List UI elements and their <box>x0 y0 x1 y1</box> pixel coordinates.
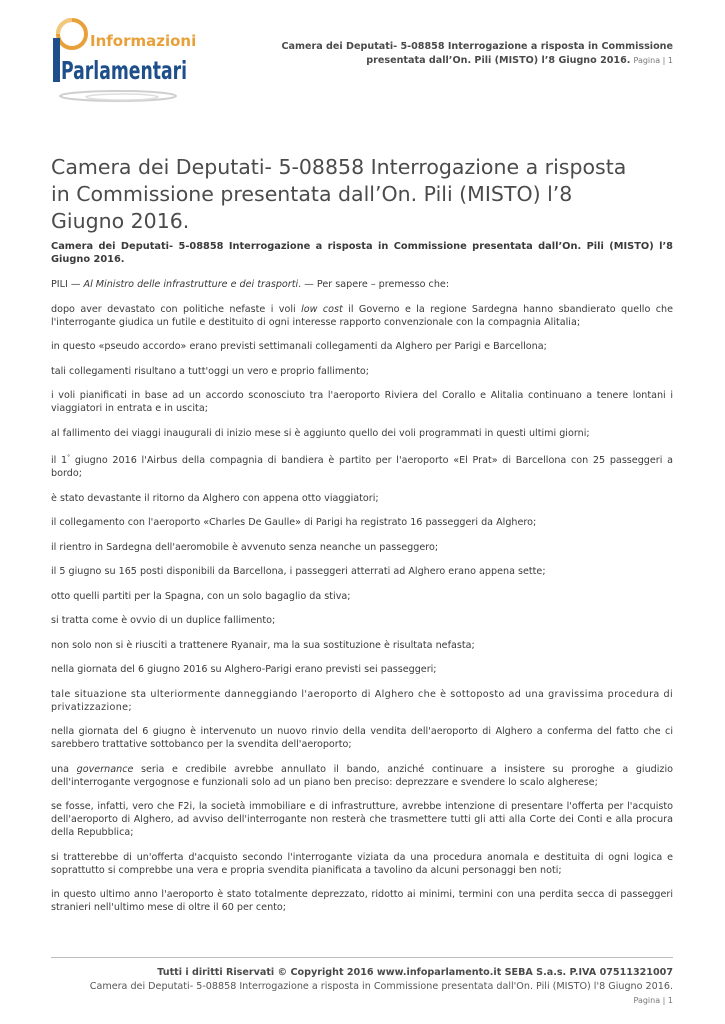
header-page-number: Pagina | 1 <box>633 56 673 65</box>
paragraph-8: il collegamento con l'aeroporto «Charles De Gaulle» di Parigi ha registrato 16 passeggeri da Alghero; <box>51 517 537 529</box>
document-title: Camera dei Deputati- 5-08858 Interrogazione a risposta in Commissione presentata dall’On. Pili (MISTO) l’8 Giugno 2016. <box>51 155 627 233</box>
paragraph-17 <box>51 763 673 789</box>
document-body <box>51 240 673 926</box>
paragraph-11: otto quelli partiti per la Spagna, con un solo bagaglio da stiva; <box>51 590 351 602</box>
p17-emphasis: governance <box>76 763 134 775</box>
logo-graphic <box>50 16 200 108</box>
paragraph-7: è stato devastante il ritorno da Alghero con appena otto viaggiatori; <box>51 492 379 504</box>
paragraph-20: in questo ultimo anno l'aeroporto è stato totalmente deprezzato, ridotto ai minimi, termini con una perdita secca di passeggeri stranieri nell'ultimo mese di oltre il 60 per cento; <box>51 889 673 914</box>
paragraph-12: si tratta come è ovvio di un duplice fallimento; <box>51 615 276 627</box>
p6-text-b: giugno 2016 l'Airbus della compagnia di bandiera è partito per l'aeroporto «El Prat» di Barcellona con 25 passeggeri a bordo; <box>51 455 673 480</box>
p1-emphasis: low cost <box>301 303 343 315</box>
addressee: Al Ministro delle infrastrutture e dei trasporti <box>83 279 299 290</box>
p6-text-a: il 1 <box>51 455 68 467</box>
paragraph-13: non solo non si è riusciti a trattenere Ryanair, ma la sua sostituzione è risultata nefasta; <box>51 639 475 651</box>
paragraph-2: in questo «pseudo accordo» erano previsti settimanali collegamenti da Alghero per Parigi e Barcellona; <box>51 341 547 352</box>
footer-doc-line <box>73 980 673 1008</box>
paragraph-16: nella giornata del 6 giugno è intervenuto un nuovo rinvio della vendita dell'aeroporto di Alghero a conferma del fatto che ci sarebbero trattative sottobanco per la svendita dell'aeroporto; <box>51 726 673 751</box>
intro-rest: — Per sapere – premesso che: <box>301 279 450 290</box>
footer-doc-title: Camera dei Deputati- 5-08858 Interrogazione a risposta in Commissione presentata dall'On. Pili (MISTO) l'8 Giugno 2016. <box>89 981 673 992</box>
paragraph-3: tali collegamenti risultano a tutt'oggi un vero e proprio fallimento; <box>51 365 370 377</box>
logo-text-informazioni: Informazioni <box>90 32 197 50</box>
paragraph-4: i voli pianificati in base ad un accordo sconosciuto tra l'aeroporto Riviera del Corallo e Alitalia continuano a tenere lontani i viaggiatori in entrata e in uscita; <box>51 390 673 414</box>
paragraph-10: il 5 giugno su 165 posti disponibili da Barcellona, i passeggeri atterrati ad Alghero erano appena sette; <box>51 566 546 578</box>
paragraph-1 <box>51 303 673 329</box>
paragraph-5: al fallimento dei viaggi inaugurali di inizio mese si è aggiunto quello dei voli programmati in questi ultimi giorni; <box>51 427 590 439</box>
paragraph-18: se fosse, infatti, vero che F2i, la società immobiliare e di infrastrutture, avrebbe intenzione di presentare l'offerta per l'acquisto dell'aeroporto di Alghero, ad avviso dell'interrogante non resterà che trasmettere tutti gli atti alla Corte dei Conti e alla procura della Repubblica; <box>51 801 673 839</box>
p1-text-a: dopo aver devastato con politiche nefaste i voli <box>51 303 302 315</box>
p17-text-b: seria e credibile avrebbe annullato il bando, anziché continuare a insistere su proroghe a giudizio dell'interrogante vergognose e funzionali solo ad un piano ben preciso: deprezzare e svendere lo scalo algherese; <box>51 763 673 788</box>
footer-page-number: Pagina | 1 <box>633 996 673 1005</box>
deputy-name: PILI <box>51 279 68 290</box>
document-subtitle: Camera dei Deputati- 5-08858 Interrogazione a risposta in Commissione presentata dall’On. Pili (MISTO) l’8 Giugno 2016. <box>51 241 673 265</box>
informazioni-parlamentari-logo <box>50 16 200 108</box>
paragraph-9: il rientro in Sardegna dell'aeromobile è avvenuto senza neanche un passeggero; <box>51 541 439 553</box>
logo-text-parlamentari: Parlamentari <box>61 56 187 85</box>
page-footer <box>73 966 673 1008</box>
header-title: Camera dei Deputati- 5-08858 Interrogazione a risposta in Commissione presentata dall’On. Pili (MISTO) l’8 Giugno 2016. <box>281 41 673 66</box>
intro-paragraph: PILI — Al Ministro delle infrastrutture e dei trasporti. — Per sapere – premesso che: <box>51 279 450 290</box>
footer-copyright: Tutti i diritti Riservati © Copyright 2016 www.infoparlamento.it SEBA S.a.s. P.IVA 07511321007 <box>157 967 673 978</box>
p1-text-b: il Governo e la regione Sardegna hanno sbandierato quello che l'interrogante giudica un futile e destituito di ogni interesse rapporto convenzionale con la compagnia Alitalia; <box>51 303 673 328</box>
paragraph-15: tale situazione sta ulteriormente danneggiando l'aeroporto di Alghero che è sottoposto ad una gravissima procedura di privatizzazione; <box>51 688 673 713</box>
paragraph-14: nella giornata del 6 giugno 2016 su Alghero-Parigi erano previsti sei passeggeri; <box>51 664 437 676</box>
page-header <box>253 40 673 68</box>
p17-text-a: una <box>51 763 77 775</box>
p6-superscript: ° <box>67 454 71 461</box>
paragraph-19: si tratterebbe di un'offerta d'acquisto secondo l'interrogante viziata da una procedura anomala e destituita di ogni logica e soprattutto si comprebbe una vera e propria svendita pianificata a tavolino da alcuni personaggi ben noti; <box>51 851 673 876</box>
paragraph-6 <box>51 451 673 480</box>
footer-divider <box>51 957 673 958</box>
